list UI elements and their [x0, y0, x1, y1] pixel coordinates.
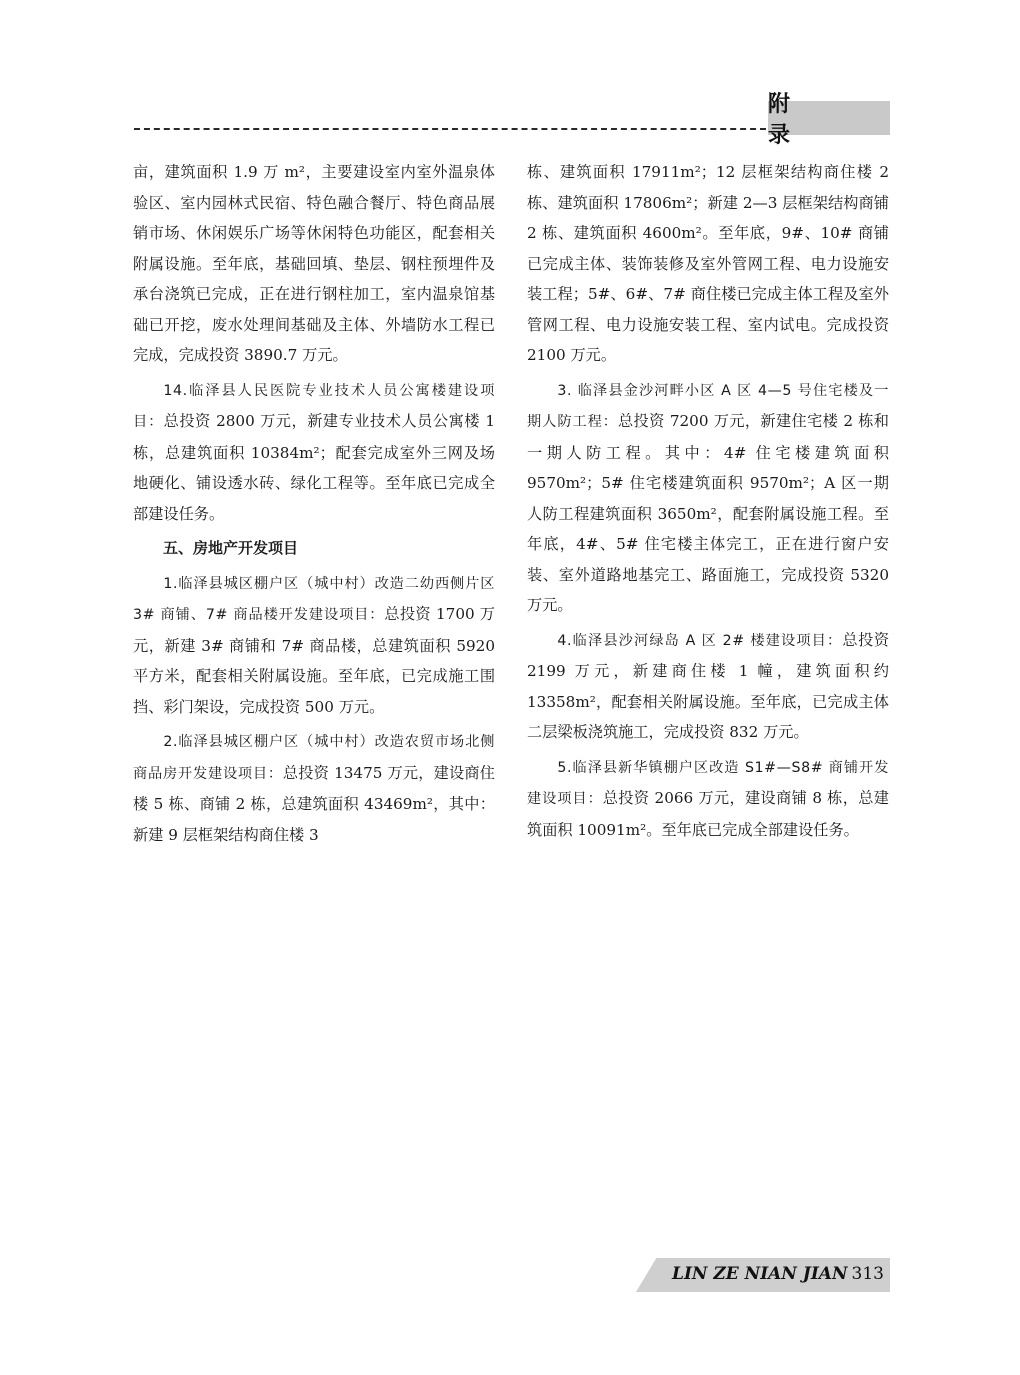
- item-body: 总投资 7200 万元，新建住宅楼 2 栋和一期人防工程。其中：4# 住宅楼建筑面积 9570m²；5# 住宅楼建筑面积 9570m²；A 区一期人防工程建筑面积 3650m²，配套附属设施工程。至年底，4#、5# 住宅楼主体完工，正在进行窗户安装、室外道路地基完工、路面施工，完成投资 5320 万元。: [527, 412, 889, 614]
- item-body: 总投资 2066 万元，建设商铺 8 栋，总建筑面积 10091m²。至年底已完成全部建设任务。: [527, 789, 889, 839]
- section-title-tab: 附 录: [768, 101, 890, 135]
- paragraph: 亩，建筑面积 1.9 万 m²，主要建设室内室外温泉体验区、室内园林式民宿、特色融合餐厅、特色商品展销市场、休闲娱乐广场等休闲特色功能区，配套相关附属设施。至年底，基础回填、垫层、钢柱预埋件及承台浇筑已完成，正在进行钢柱加工，室内温泉馆基础已开挖，废水处理间基础及主体、外墙防水工程已完成，完成投资 3890.7 万元。: [133, 163, 495, 364]
- page-number: 313: [851, 1264, 884, 1284]
- paragraph: [133, 726, 495, 850]
- journal-name: LIN ZE NIAN JIAN: [672, 1264, 848, 1284]
- item-lead: 1.临泽县城区棚户区（城中村）改造二幼西侧片区 3# 商铺、7# 商品楼开发建设项目：: [133, 575, 495, 623]
- paragraph: [527, 375, 889, 621]
- paragraph: [527, 625, 889, 748]
- item-body: 总投资 2800 万元，新建专业技术人员公寓楼 1 栋，总建筑面积 10384m²；配套完成室外三网及场地硬化、铺设透水砖、绿化工程等。至年底已完成全部建设任务。: [133, 412, 496, 523]
- item-lead: 2.临泽县城区棚户区（城中村）改造农贸市场北侧商品房开发建设项目：: [133, 734, 495, 782]
- item-body: 总投资 2199 万元，新建商住楼 1 幢，建筑面积约 13358m²，配套相关附属设施。至年底，已完成主体二层梁板浇筑施工，完成投资 832 万元。: [527, 630, 890, 741]
- item-lead: 4.临泽县沙河绿岛 A 区 2# 楼建设项目：: [557, 632, 843, 649]
- item-lead: 14.临泽县人民医院专业技术人员公寓楼建设项目：: [133, 382, 495, 430]
- item-body: 总投资 1700 万元，新建 3# 商铺和 7# 商品楼，总建筑面积 5920 平方米，配套相关附属设施。至年底，已完成施工围挡、彩门架设，完成投资 500 万元。: [133, 605, 495, 716]
- running-header: [134, 92, 890, 148]
- item-body: 总投资 13475 万元，建设商住楼 5 栋、商铺 2 栋，总建筑面积 43469m²，其中：新建 9 层框架结构商住楼 3: [133, 763, 495, 844]
- header-dashed-rule: [134, 128, 766, 130]
- item-lead: 3. 临泽县金沙河畔小区 A 区 4—5 号住宅楼及一期人防工程：: [527, 382, 889, 430]
- paragraph: [527, 752, 889, 846]
- paragraph: 栋、建筑面积 17911m²；12 层框架结构商住楼 2 栋、建筑面积 17806m²；新建 2—3 层框架结构商铺 2 栋、建筑面积 4600m²。至年底，9#、10# 商铺已完成主体、装饰装修及室外管网工程、电力设施安装工程；5#、6#、7# 商住楼已完成主体工程及室外管网工程、电力设施安装工程、室内试电。完成投资 2100 万元。: [527, 163, 889, 364]
- right-column: [527, 157, 889, 849]
- paragraph: [133, 568, 495, 723]
- running-footer: [636, 1258, 890, 1292]
- item-lead: 5.临泽县新华镇棚户区改造 S1#—S8# 商铺开发建设项目：: [527, 759, 889, 807]
- left-column: [133, 157, 495, 854]
- paragraph: [133, 375, 495, 530]
- section-heading: 五、房地产开发项目: [163, 539, 299, 557]
